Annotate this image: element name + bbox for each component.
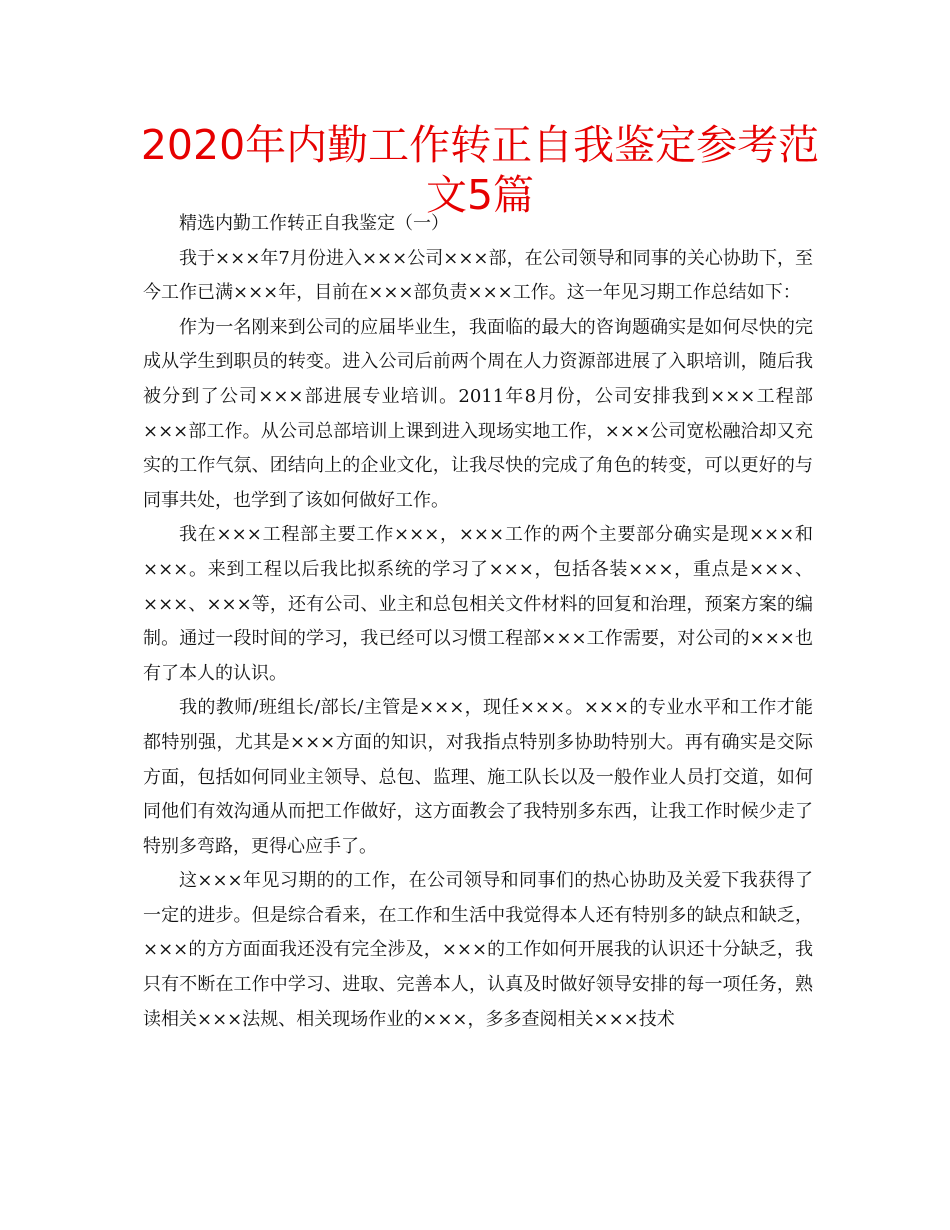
section-heading: 精选内勤工作转正自我鉴定（一） <box>179 213 449 234</box>
paragraph-mentor: 我的教师/班组长/部长/主管是×××，现任×××。×××的专业水平和工作才能都特别强，尤其是×××方面的知识，对我指点特别多协助特别大。再有确实是交际方面，包括如何同业主领导、总包、监理、施工队长以及一般作业人员打交道，如何同他们有效沟通从而把工作做好，这方面教会了我特别多东西，让我工作时候少走了特别多弯路，更得心应手了。 <box>143 697 813 857</box>
paragraph-intro: 我于×××年7月份进入×××公司×××部，在公司领导和同事的关心协助下，至今工作已满×××年，目前在×××部负责×××工作。这一年见习期工作总结如下： <box>143 247 813 304</box>
document-title: 2020年内勤工作转正自我鉴定参考范文5篇 <box>140 121 820 219</box>
paragraph-summary: 这×××年见习期的的工作，在公司领导和同事们的热心协助及关爱下我获得了一定的进步。但是综合看来，在工作和生活中我觉得本人还有特别多的缺点和缺乏，×××的方方面面我还没有完全涉及，×××的工作如何开展我的认识还十分缺乏，我只有不断在工作中学习、进取、完善本人，认真及时做好领导安排的每一项任务，熟读相关×××法规、相关现场作业的×××，多多查阅相关×××技术 <box>143 870 813 1030</box>
document-body <box>143 207 813 1037</box>
paragraph-duties: 我在×××工程部主要工作×××，×××工作的两个主要部分确实是现×××和×××。来到工程以后我比拟系统的学习了×××，包括各装×××，重点是×××、×××、×××等，还有公司、业主和总包相关文件材料的回复和治理，预案方案的编制。通过一段时间的学习，我已经可以习惯工程部×××工作需要，对公司的×××也有了本人的认识。 <box>143 524 813 684</box>
paragraph-transition: 作为一名刚来到公司的应届毕业生，我面临的最大的咨询题确实是如何尽快的完成从学生到职员的转变。进入公司后前两个周在人力资源部进展了入职培训，随后我被分到了公司×××部进展专业培训。2011年8月份，公司安排我到×××工程部×××部工作。从公司总部培训上课到进入现场实地工作，×××公司宽松融洽却又充实的工作气氛、团结向上的企业文化，让我尽快的完成了角色的转变，可以更好的与同事共处，也学到了该如何做好工作。 <box>143 316 813 511</box>
